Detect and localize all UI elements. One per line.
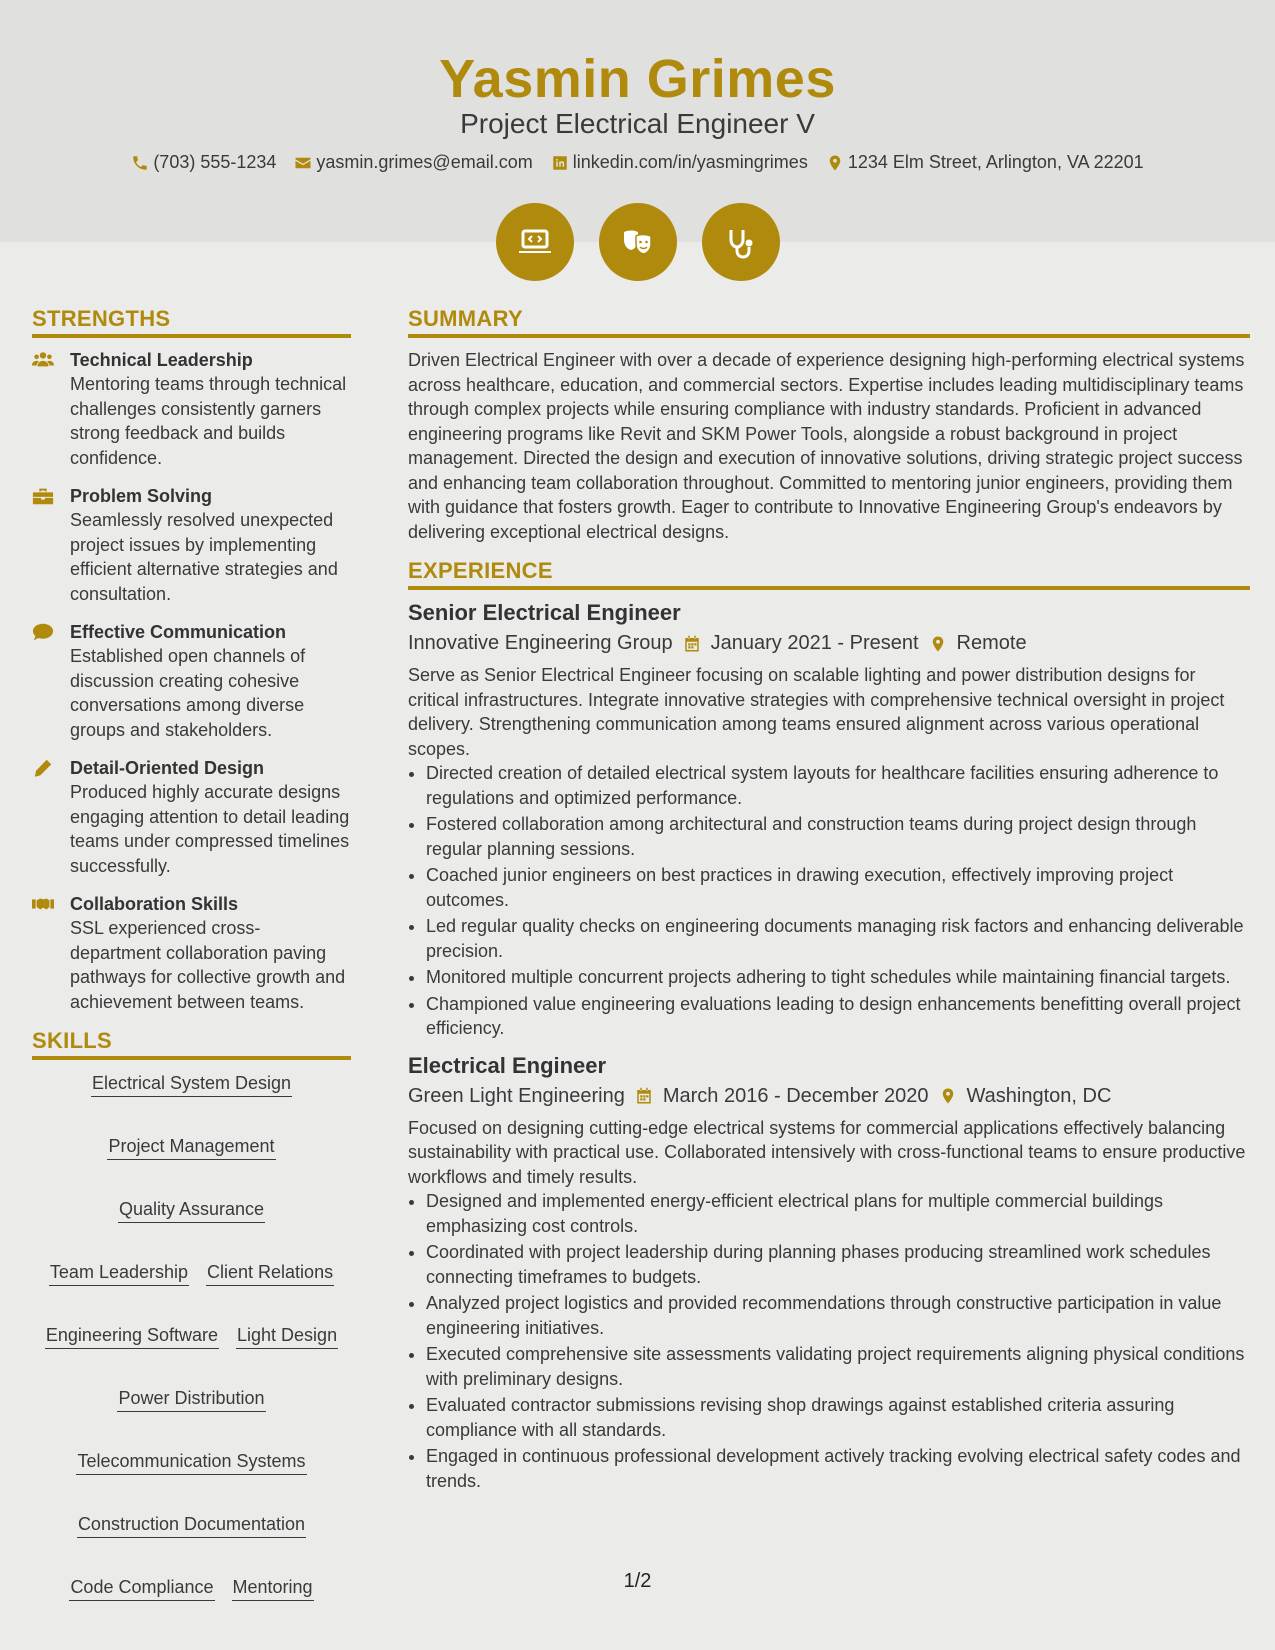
skills-list: [32, 1070, 351, 1601]
calendar-icon: [635, 1087, 653, 1105]
strength-desc: Produced highly accurate designs engaging attention to detail leading teams under compressed timelines successfully.: [70, 782, 350, 876]
job-bullet: • Directed creation of detailed electrical system layouts for healthcare facilities ensuring adherence to regulations and optimized performance.: [426, 761, 1250, 810]
map-marker-icon: [929, 635, 947, 653]
strength-item: [32, 484, 351, 606]
skill-tag: Client Relations: [206, 1261, 334, 1286]
contact-bar: [0, 152, 1275, 173]
job-bullet: • Engaged in continuous professional development actively tracking evolving electrical safety codes and trends.: [426, 1444, 1250, 1493]
strength-desc: Seamlessly resolved unexpected project issues by implementing efficient alternative strategies and consultation.: [70, 510, 338, 604]
job-title: Electrical Engineer: [408, 1052, 607, 1078]
summary-heading: SUMMARY: [408, 306, 1250, 338]
strength-item: [32, 620, 351, 742]
strength-title: Technical Leadership: [70, 350, 253, 370]
strength-desc: Mentoring teams through technical challenges consistently garners strong feedback and builds confidence.: [70, 374, 347, 468]
job-dates: January 2021 - Present: [710, 632, 919, 654]
strengths-heading: STRENGTHS: [32, 306, 351, 338]
job-title: Senior Electrical Engineer: [408, 600, 681, 625]
skill-tag: Telecommunication Systems: [76, 1450, 306, 1475]
right-column: [408, 306, 1250, 1505]
strength-title: Detail-Oriented Design: [70, 758, 265, 778]
job-dates: March 2016 - December 2020: [662, 1084, 929, 1107]
strength-item: [32, 892, 351, 1014]
job-bullet: • Coached junior engineers on best practices in drawing execution, effectively improving project outcomes.: [426, 863, 1250, 912]
skill-tag: Code Compliance: [69, 1576, 214, 1601]
job-location: Remote: [956, 632, 1027, 654]
job-bullet: • Coordinated with project leadership during planning phases producing streamlined work schedules connecting timeframes to budgets.: [426, 1240, 1250, 1289]
strength-title: Problem Solving: [70, 486, 213, 506]
job-bullet: • Monitored multiple concurrent projects adhering to tight schedules while maintaining financial targets.: [426, 965, 1250, 990]
map-marker-icon: [826, 154, 844, 172]
pencil-icon: [32, 756, 56, 878]
strength-item: [32, 756, 351, 878]
job-description: Focused on designing cutting-edge electrical systems for commercial applications effectively balancing sustainability with practical use. Collaborated intensively with cross-functional teams to ensure productive workflows and timely results.: [408, 1117, 1246, 1187]
job-bullet: • Evaluated contractor submissions revising shop drawings against established criteria assuring compliance with all standards.: [426, 1393, 1250, 1442]
job-bullets: [408, 761, 1250, 1041]
job-location: Washington, DC: [966, 1084, 1112, 1107]
calendar-icon: [683, 635, 701, 653]
skill-tag: Mentoring: [232, 1576, 314, 1601]
skill-tag: Team Leadership: [49, 1261, 189, 1286]
job-bullet: • Designed and implemented energy-efficient electrical plans for multiple commercial buildings emphasizing cost controls.: [426, 1189, 1250, 1238]
skill-tag: Power Distribution: [117, 1387, 265, 1412]
left-column: [32, 306, 351, 1601]
skill-tag: Light Design: [236, 1324, 338, 1349]
job-bullet: • Led regular quality checks on engineering documents managing risk factors and enhancing deliverable precision.: [426, 914, 1250, 963]
summary-text: Driven Electrical Engineer with over a decade of experience designing high-performing electrical systems across healthcare, education, and commercial sectors. Expertise includes leading multidisciplinary teams through complex projects while ensuring compliance with industry standards. Proficient in advanced engineering programs like Revit and SKM Power Tools, alongside a robust background in project management. Directed the design and execution of innovative solutions, driving strategic project success and enhancing team collaboration throughout. Committed to mentoring junior engineers, providing them with guidance that fosters growth. Eager to contribute to Innovative Engineering Group's endeavors by delivering exceptional electrical designs.: [408, 350, 1245, 542]
skill-tag: Electrical System Design: [91, 1072, 292, 1097]
contact-address: [826, 152, 1144, 173]
stethoscope-icon: [702, 203, 780, 281]
job-entry: [408, 1053, 1250, 1494]
job-bullets: [408, 1189, 1250, 1493]
skill-tag: Engineering Software: [45, 1324, 219, 1349]
job-company: Green Light Engineering: [408, 1084, 625, 1107]
candidate-title: Project Electrical Engineer V: [460, 108, 815, 139]
map-marker-icon: [939, 1087, 957, 1105]
job-bullet: • Analyzed project logistics and provided recommendations through constructive participation in value engineering initiatives.: [426, 1291, 1250, 1340]
job-description: Serve as Senior Electrical Engineer focusing on scalable lighting and power distribution designs for critical infrastructures. Integrate innovative strategies with comprehensive technical oversight in project delivery. Strengthening communication among teams ensured alignment across various operational scopes.: [408, 665, 1225, 759]
phone-text: (703) 555-1234: [153, 152, 277, 172]
linkedin-text: linkedin.com/in/yasmingrimes: [572, 152, 808, 172]
strength-item: [32, 348, 351, 470]
strength-title: Collaboration Skills: [70, 894, 239, 914]
contact-email[interactable]: [294, 152, 532, 173]
email-text: yasmin.grimes@email.com: [316, 152, 533, 172]
address-text: 1234 Elm Street, Arlington, VA 22201: [847, 152, 1144, 172]
interest-icons: [0, 203, 1275, 281]
strength-desc: Established open channels of discussion creating cohesive conversations among diverse groups and stakeholders.: [70, 646, 306, 740]
page-number: 1/2: [623, 1570, 652, 1592]
phone-icon: [131, 154, 149, 172]
contact-linkedin[interactable]: [551, 152, 808, 173]
skill-tag: Quality Assurance: [118, 1198, 265, 1223]
candidate-name: Yasmin Grimes: [439, 49, 836, 109]
job-meta: [408, 632, 1250, 655]
strength-title: Effective Communication: [70, 622, 287, 642]
job-entry: [408, 600, 1250, 1041]
linkedin-icon: [551, 154, 569, 172]
experience-heading: EXPERIENCE: [408, 558, 1250, 590]
laptop-code-icon: [496, 203, 574, 281]
job-bullet: • Fostered collaboration among architectural and construction teams during project design through regular planning sessions.: [426, 812, 1250, 861]
strength-desc: SSL experienced cross-department collaboration paving pathways for collective growth and achievement between teams.: [70, 918, 346, 1012]
envelope-icon: [294, 154, 312, 172]
handshake-icon: [32, 892, 56, 1014]
skill-tag: Project Management: [107, 1135, 275, 1160]
job-meta: [408, 1085, 1250, 1108]
job-bullet: • Championed value engineering evaluations leading to design enhancements benefitting overall project efficiency.: [426, 992, 1250, 1041]
briefcase-icon: [32, 484, 56, 606]
job-bullet: • Executed comprehensive site assessments validating project requirements aligning physical conditions with preliminary designs.: [426, 1342, 1250, 1391]
theater-masks-icon: [599, 203, 677, 281]
skills-heading: SKILLS: [32, 1028, 351, 1060]
job-company: Innovative Engineering Group: [408, 632, 673, 654]
comment-icon: [32, 620, 56, 742]
skill-tag: Construction Documentation: [77, 1513, 306, 1538]
users-icon: [32, 348, 56, 470]
contact-phone[interactable]: [131, 152, 276, 173]
